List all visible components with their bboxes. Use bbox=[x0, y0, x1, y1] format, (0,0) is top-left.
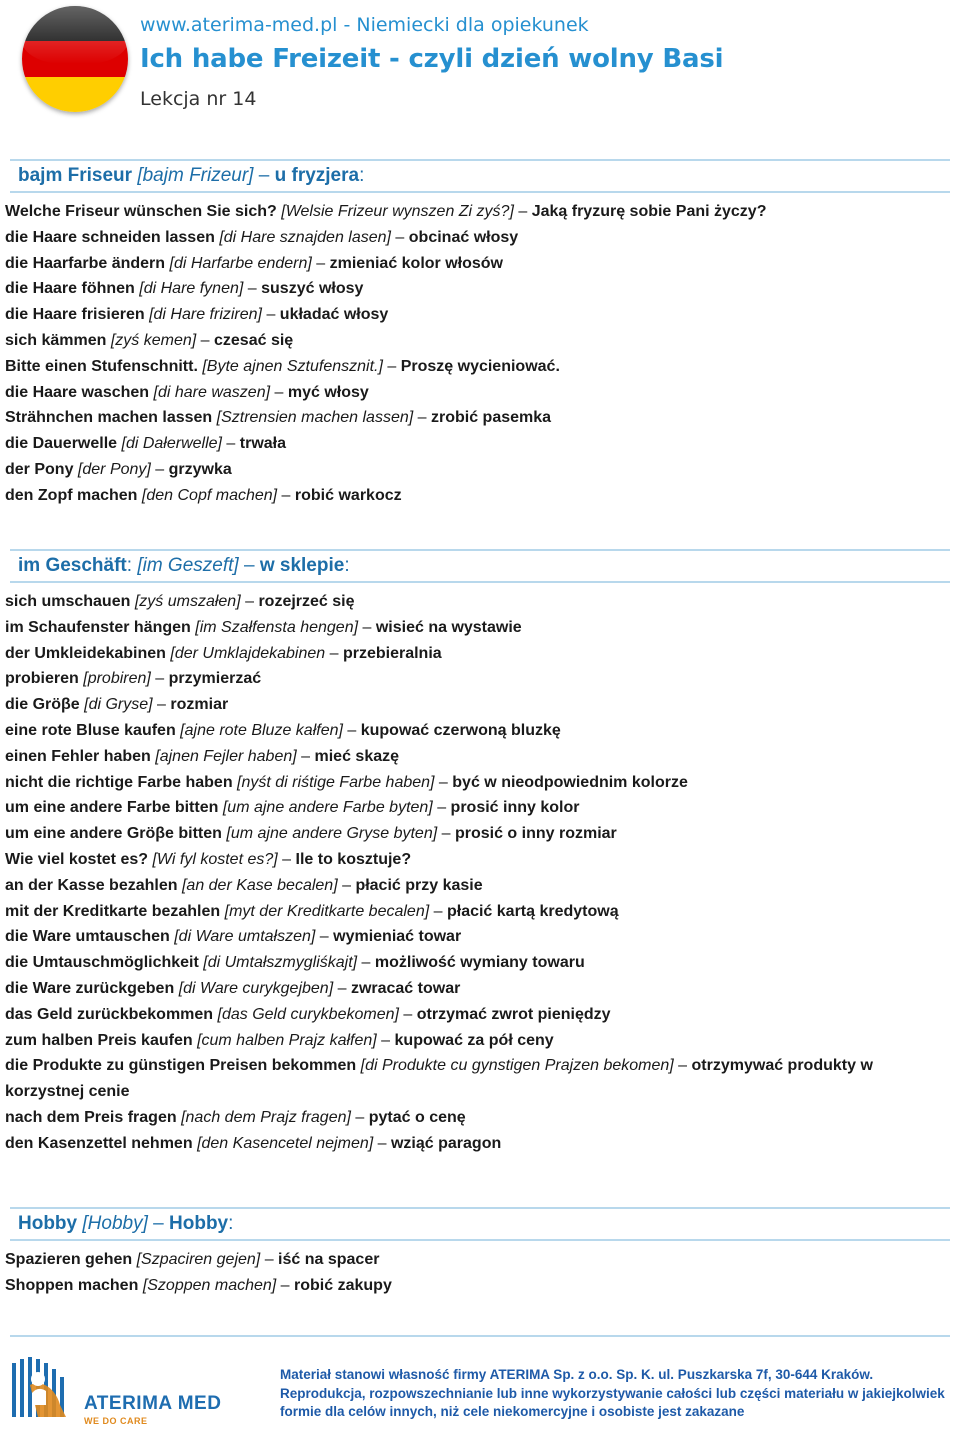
vocab-entry: Bitte einen Stufenschnitt. [Byte ajnen Sztufensznit.] – Proszę wycieniować. bbox=[5, 357, 560, 375]
divider bbox=[10, 1239, 950, 1241]
phonetic: [ajnen Fejler haben] bbox=[155, 747, 297, 765]
section-heading: bajm Friseur [bajm Frizeur] – u fryzjera: bbox=[10, 159, 950, 191]
polish-translation: przymierzać bbox=[168, 670, 262, 688]
phonetic: [di Ware curykgejben] bbox=[178, 979, 334, 997]
phonetic: [Welsie Frizeur wynszen Zi zyś?] bbox=[281, 203, 514, 220]
vocab-entry: an der Kasse bezahlen [an der Kase becalen] – płacić przy kasie bbox=[5, 876, 483, 894]
polish-translation: czesać się bbox=[214, 331, 294, 349]
polish-translation: iść na spacer bbox=[278, 1251, 380, 1268]
german-term: Welche Friseur wünschen Sie sich? bbox=[5, 203, 277, 220]
vocab-entry: die Produkte zu günstigen Preisen bekommen [di Produkte cu gynstigen Prajzen bekomen] – otrzymywać produkty w korzystnej cenie bbox=[5, 1057, 873, 1101]
section-shop bbox=[0, 549, 960, 1157]
vocab-entry: zum halben Preis kaufen [cum halben Prajz kałfen] – kupować za pół ceny bbox=[5, 1031, 554, 1049]
polish-translation: zwracać towar bbox=[350, 979, 461, 997]
legal-line: Reprodukcja, rozpowszechnianie lub inne wykorzystywanie całości lub części materiału w jakiejkolwiek bbox=[280, 1385, 945, 1401]
vocab-entry: nicht die richtige Farbe haben [nyśt di riśtige Farbe haben] – być w nieodpowiednim kolorze bbox=[5, 773, 688, 791]
vocab-entry: die Haare schneiden lassen [di Hare sznajden lasen] – obcinać włosy bbox=[5, 228, 519, 246]
german-term: eine rote Bluse kaufen bbox=[5, 721, 176, 739]
germany-flag-icon bbox=[22, 6, 128, 112]
polish-translation: prosić o inny rozmiar bbox=[454, 825, 617, 843]
german-term: um eine andere Gröβe bitten bbox=[5, 825, 222, 843]
phonetic: [di Dałerwelle] bbox=[121, 435, 222, 453]
vocab-entry: den Kasenzettel nehmen [den Kasencetel nejmen] – wziąć paragon bbox=[5, 1134, 502, 1152]
german-term: die Haare föhnen bbox=[5, 280, 135, 298]
german-term: mit der Kreditkarte bezahlen bbox=[5, 902, 221, 920]
vocab-list bbox=[0, 199, 960, 509]
polish-translation: mieć skazę bbox=[314, 747, 400, 765]
phonetic: [den Copf machen] bbox=[141, 486, 278, 504]
german-term: die Haare waschen bbox=[5, 383, 150, 401]
phonetic: [um ajne andere Farbe byten] bbox=[222, 799, 433, 817]
polish-translation: obcinać włosy bbox=[408, 228, 519, 246]
german-term: Wie viel kostet es? bbox=[5, 850, 149, 868]
vocab-entry: um eine andere Farbe bitten [um ajne andere Farbe byten] – prosić inny kolor bbox=[5, 799, 580, 817]
vocab-entry: den Zopf machen [den Copf machen] – robić warkocz bbox=[5, 486, 402, 504]
polish-translation: być w nieodpowiednim kolorze bbox=[452, 773, 688, 791]
polish-translation: Proszę wycieniować. bbox=[400, 357, 560, 375]
german-term: sich umschauen bbox=[5, 593, 131, 610]
polish-translation: Ile to kosztuje? bbox=[295, 850, 412, 868]
phonetic: [di Harfarbe endern] bbox=[169, 254, 312, 272]
phonetic: [di Gryse] bbox=[84, 696, 153, 714]
heading-phonetic: [Hobby] bbox=[82, 1213, 148, 1234]
phonetic: [myt der Kreditkarte becalen] bbox=[224, 902, 430, 920]
polish-translation: robić zakupy bbox=[294, 1276, 392, 1294]
german-term: im Schaufenster hängen bbox=[5, 618, 191, 636]
phonetic: [zyś kemen] bbox=[110, 331, 197, 349]
vocab-entry: der Pony [der Pony] – grzywka bbox=[5, 460, 232, 478]
german-term: zum halben Preis kaufen bbox=[5, 1031, 193, 1049]
phonetic: [di hare waszen] bbox=[153, 383, 271, 401]
polish-translation: możliwość wymiany towaru bbox=[374, 954, 585, 972]
polish-translation: grzywka bbox=[168, 460, 232, 478]
polish-translation: układać włosy bbox=[279, 306, 389, 324]
german-term: der Pony bbox=[5, 460, 74, 478]
phonetic: [di Umtałszmygliśkajt] bbox=[203, 954, 358, 972]
german-term: sich kämmen bbox=[5, 331, 107, 349]
phonetic: [an der Kase becalen] bbox=[181, 876, 338, 894]
polish-translation: kupować czerwoną bluzkę bbox=[360, 721, 561, 739]
heading-phonetic: [im Geszeft] bbox=[137, 555, 239, 576]
polish-translation: kupować za pół ceny bbox=[394, 1031, 554, 1049]
german-term: an der Kasse bezahlen bbox=[5, 876, 178, 894]
vocab-entry: Welche Friseur wünschen Sie sich? [Welsie Frizeur wynszen Zi zyś?] – Jaką fryzurę sobie Pani życzy? bbox=[5, 203, 767, 220]
vocab-entry: Strähnchen machen lassen [Sztrensien machen lassen] – zrobić pasemka bbox=[5, 409, 552, 427]
polish-translation: pytać o cenę bbox=[368, 1108, 466, 1126]
vocab-entry: die Haare frisieren [di Hare friziren] – układać włosy bbox=[5, 306, 389, 324]
site-title: www.aterima-med.pl - Niemiecki dla opiekunek bbox=[140, 14, 589, 36]
polish-translation: wziąć paragon bbox=[390, 1134, 502, 1152]
german-term: um eine andere Farbe bitten bbox=[5, 799, 219, 817]
german-term: nicht die richtige Farbe haben bbox=[5, 773, 233, 791]
polish-translation: Jaką fryzurę sobie Pani życzy? bbox=[531, 203, 767, 220]
vocab-entry: sich kämmen [zyś kemen] – czesać się bbox=[5, 331, 294, 349]
vocab-entry: die Umtauschmöglichkeit [di Umtałszmygliśkajt] – możliwość wymiany towaru bbox=[5, 954, 585, 972]
vocab-entry: sich umschauen [zyś umszałen] – rozejrzeć się bbox=[5, 593, 355, 610]
phonetic: [den Kasencetel nejmen] bbox=[197, 1134, 374, 1152]
section-hobby bbox=[0, 1207, 960, 1299]
phonetic: [di Ware umtałszen] bbox=[174, 928, 316, 946]
vocab-entry: Spazieren gehen [Szpaciren gejen] – iść na spacer bbox=[5, 1251, 380, 1268]
phonetic: [Sztrensien machen lassen] bbox=[216, 409, 414, 427]
heading-polish: u fryzjera bbox=[274, 165, 360, 186]
polish-translation: robić warkocz bbox=[294, 486, 402, 504]
footer-divider bbox=[10, 1335, 950, 1337]
phonetic: [der Umklajdekabinen bbox=[170, 644, 326, 662]
german-term: die Gröβe bbox=[5, 696, 80, 714]
german-term: Spazieren gehen bbox=[5, 1251, 133, 1268]
polish-translation: zrobić pasemka bbox=[430, 409, 552, 427]
heading-german: im Geschäft bbox=[18, 555, 127, 576]
phonetic: [di Hare friziren] bbox=[149, 306, 262, 324]
german-term: nach dem Preis fragen bbox=[5, 1108, 177, 1126]
phonetic: [probiren] bbox=[83, 670, 151, 688]
vocab-entry: nach dem Preis fragen [nach dem Prajz fragen] – pytać o cenę bbox=[5, 1108, 466, 1126]
german-term: der Umkleidekabinen bbox=[5, 644, 166, 662]
polish-translation: otrzymać zwrot pieniędzy bbox=[416, 1005, 611, 1023]
vocab-entry: das Geld zurückbekommen [das Geld curykbekomen] – otrzymać zwrot pieniędzy bbox=[5, 1005, 611, 1023]
german-term: die Dauerwelle bbox=[5, 435, 118, 453]
phonetic: [der Pony] bbox=[77, 460, 151, 478]
german-term: einen Fehler haben bbox=[5, 747, 151, 765]
heading-german: bajm Friseur bbox=[18, 165, 133, 186]
vocab-entry: der Umkleidekabinen [der Umklajdekabinen – przebieralnia bbox=[5, 644, 442, 662]
vocab-entry: die Ware zurückgeben [di Ware curykgejben] – zwracać towar bbox=[5, 979, 461, 997]
polish-translation: trwała bbox=[239, 435, 287, 453]
german-term: die Ware umtauschen bbox=[5, 928, 170, 946]
phonetic: [nyśt di riśtige Farbe haben] bbox=[237, 773, 435, 791]
german-term: Strähnchen machen lassen bbox=[5, 409, 213, 427]
german-term: Bitte einen Stufenschnitt. bbox=[5, 357, 198, 375]
heading-polish: Hobby bbox=[169, 1213, 229, 1234]
vocab-list bbox=[0, 1247, 960, 1299]
phonetic: [Byte ajnen Sztufensznit.] bbox=[202, 357, 383, 375]
polish-translation: suszyć włosy bbox=[261, 280, 364, 298]
heading-phonetic: [bajm Frizeur] bbox=[137, 165, 254, 186]
phonetic: [di Hare sznajden lasen] bbox=[219, 228, 391, 246]
polish-translation: otrzymywać produkty w korzystnej cenie bbox=[5, 1057, 873, 1101]
vocab-entry: mit der Kreditkarte bezahlen [myt der Kreditkarte becalen] – płacić kartą kredytową bbox=[5, 902, 619, 920]
vocab-entry: einen Fehler haben [ajnen Fejler haben] – mieć skazę bbox=[5, 747, 400, 765]
polish-translation: rozmiar bbox=[170, 696, 229, 714]
section-heading: Hobby [Hobby] – Hobby: bbox=[10, 1207, 950, 1239]
vocab-entry: die Dauerwelle [di Dałerwelle] – trwała bbox=[5, 435, 287, 453]
german-term: Shoppen machen bbox=[5, 1276, 139, 1294]
vocab-entry: die Haarfarbe ändern [di Harfarbe endern] – zmieniać kolor włosów bbox=[5, 254, 503, 272]
polish-translation: płacić przy kasie bbox=[355, 876, 483, 894]
german-term: die Haare schneiden lassen bbox=[5, 228, 215, 246]
phonetic: [um ajne andere Gryse byten] bbox=[226, 825, 438, 843]
german-term: probieren bbox=[5, 670, 79, 688]
phonetic: [zyś umszałen] bbox=[134, 593, 241, 610]
phonetic: [di Produkte cu gynstigen Prajzen bekomen] bbox=[360, 1057, 674, 1075]
phonetic: [Szpaciren gejen] bbox=[136, 1251, 261, 1268]
section-hairdresser bbox=[0, 159, 960, 509]
legal-line: Materiał stanowi własność firmy ATERIMA Sp. z o.o. Sp. K. ul. Puszkarska 7f, 30-644 Kraków. bbox=[280, 1367, 874, 1382]
polish-translation: rozejrzeć się bbox=[258, 593, 355, 610]
divider bbox=[10, 581, 950, 583]
german-term: die Haare frisieren bbox=[5, 306, 145, 324]
phonetic: [das Geld curykbekomen] bbox=[217, 1005, 399, 1023]
phonetic: [di Hare fynen] bbox=[139, 280, 244, 298]
polish-translation: przebieralnia bbox=[342, 644, 442, 662]
polish-translation: płacić kartą kredytową bbox=[446, 902, 619, 920]
vocab-entry: Wie viel kostet es? [Wi fyl kostet es?] – Ile to kosztuje? bbox=[5, 850, 412, 868]
vocab-entry: die Haare föhnen [di Hare fynen] – suszyć włosy bbox=[5, 280, 364, 298]
german-term: die Produkte zu günstigen Preisen bekommen bbox=[5, 1057, 357, 1075]
german-term: die Haarfarbe ändern bbox=[5, 254, 166, 272]
vocab-entry: im Schaufenster hängen [im Szałfensta hengen] – wisieć na wystawie bbox=[5, 618, 522, 636]
german-term: die Ware zurückgeben bbox=[5, 979, 175, 997]
legal-line: formie dla celów innych, niż cele niekomercyjne i osobiste jest zakazane bbox=[280, 1404, 745, 1419]
divider bbox=[10, 191, 950, 193]
copyright-notice bbox=[280, 1366, 950, 1422]
german-term: den Zopf machen bbox=[5, 486, 138, 504]
polish-translation: myć włosy bbox=[287, 383, 369, 401]
vocab-entry: die Haare waschen [di hare waszen] – myć włosy bbox=[5, 383, 369, 401]
logo-text: ATERIMA MED bbox=[84, 1393, 222, 1414]
section-heading: im Geschäft: [im Geszeft] – w sklepie: bbox=[10, 549, 950, 581]
vocab-entry: Shoppen machen [Szoppen machen] – robić zakupy bbox=[5, 1276, 392, 1294]
heading-german: Hobby bbox=[18, 1213, 78, 1234]
vocab-entry: die Ware umtauschen [di Ware umtałszen] – wymieniać towar bbox=[5, 928, 462, 946]
phonetic: [Szoppen machen] bbox=[142, 1276, 277, 1294]
vocab-entry: probieren [probiren] – przymierzać bbox=[5, 670, 262, 688]
vocab-entry: um eine andere Gröβe bitten [um ajne andere Gryse byten] – prosić o inny rozmiar bbox=[5, 825, 617, 843]
lesson-number: Lekcja nr 14 bbox=[140, 88, 257, 110]
german-term: den Kasenzettel nehmen bbox=[5, 1134, 193, 1152]
german-term: die Umtauschmöglichkeit bbox=[5, 954, 199, 972]
logo-tagline: WE DO CARE bbox=[84, 1416, 148, 1426]
phonetic: [ajne rote Bluze kałfen] bbox=[180, 721, 343, 739]
polish-translation: wisieć na wystawie bbox=[375, 618, 522, 636]
phonetic: [cum halben Prajz kałfen] bbox=[197, 1031, 377, 1049]
polish-translation: prosić inny kolor bbox=[450, 799, 580, 817]
phonetic: [im Szałfensta hengen] bbox=[195, 618, 359, 636]
german-term: das Geld zurückbekommen bbox=[5, 1005, 214, 1023]
vocab-list bbox=[0, 589, 960, 1157]
phonetic: [nach dem Prajz fragen] bbox=[181, 1108, 351, 1126]
polish-translation: wymieniać towar bbox=[333, 928, 462, 946]
heading-polish: w sklepie bbox=[259, 555, 345, 576]
polish-translation: zmieniać kolor włosów bbox=[329, 254, 503, 272]
page-title: Ich habe Freizeit - czyli dzień wolny Basi bbox=[140, 44, 724, 74]
vocab-entry: die Gröβe [di Gryse] – rozmiar bbox=[5, 696, 229, 714]
vocab-entry: eine rote Bluse kaufen [ajne rote Bluze kałfen] – kupować czerwoną bluzkę bbox=[5, 721, 561, 739]
phonetic: [Wi fyl kostet es?] bbox=[152, 850, 278, 868]
